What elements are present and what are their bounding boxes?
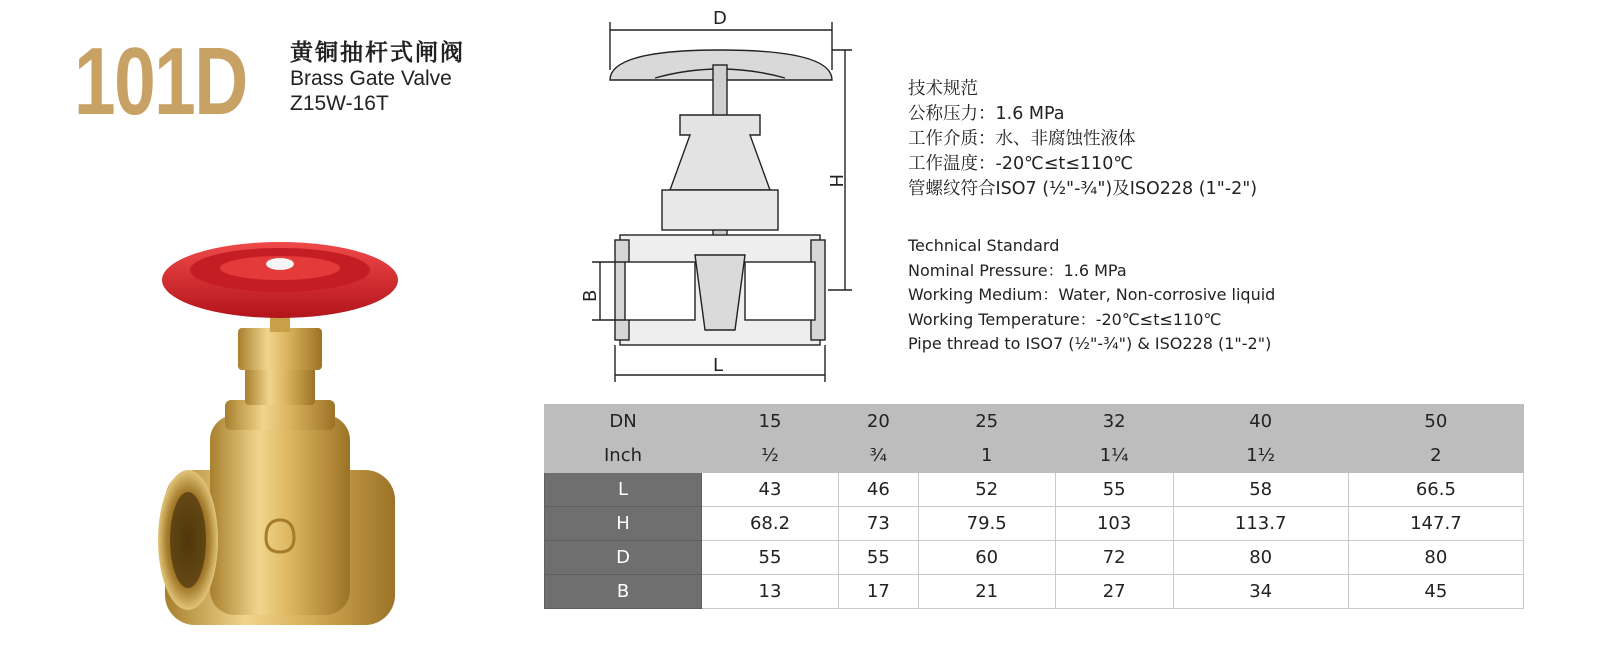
table-cell: 27	[1055, 575, 1173, 609]
table-cell: 21	[918, 575, 1055, 609]
table-cell: 68.2	[702, 507, 839, 541]
table-cell: 55	[1055, 473, 1173, 507]
technical-drawing	[570, 0, 870, 390]
row-label-dn: DN	[545, 405, 702, 439]
table-cell: 72	[1055, 541, 1173, 575]
specs-chinese	[908, 77, 1257, 202]
table-row-b	[545, 575, 1524, 609]
table-cell: 80	[1348, 541, 1523, 575]
spec-en-pressure: Nominal Pressure：1.6 MPa	[908, 260, 1127, 280]
table-cell: 45	[1348, 575, 1523, 609]
table-cell: 17	[838, 575, 918, 609]
title-english: Brass Gate Valve	[290, 67, 452, 91]
header-cell: 20	[838, 405, 918, 439]
table-cell: 80	[1173, 541, 1348, 575]
table-cell: 73	[838, 507, 918, 541]
table-row-h	[545, 507, 1524, 541]
table-cell: 46	[838, 473, 918, 507]
model-number: 101D	[74, 28, 247, 135]
dim-label-d: D	[713, 8, 727, 29]
product-title-block	[290, 40, 465, 117]
table-header-row-inch	[545, 439, 1524, 473]
table-cell: 55	[838, 541, 918, 575]
table-cell: 52	[918, 473, 1055, 507]
header-cell: 40	[1173, 405, 1348, 439]
dim-label-b: B	[580, 289, 601, 302]
table-cell: 58	[1173, 473, 1348, 507]
header-cell: 15	[702, 405, 839, 439]
table-cell: 60	[918, 541, 1055, 575]
spec-en-thread: Pipe thread to ISO7 (½"-¾") & ISO228 (1"-2")	[908, 334, 1272, 353]
row-label-h: H	[545, 507, 702, 541]
header-cell: 1	[918, 439, 1055, 473]
table-cell: 113.7	[1173, 507, 1348, 541]
dim-label-h: H	[825, 174, 846, 188]
header-cell: 2	[1348, 439, 1523, 473]
header-cell: ¾	[838, 439, 918, 473]
header-cell: 50	[1348, 405, 1523, 439]
spec-cn-heading: 技术规范	[908, 79, 978, 99]
product-code: Z15W-16T	[290, 91, 389, 115]
table-cell: 43	[702, 473, 839, 507]
spec-cn-pressure: 公称压力：1.6 MPa	[908, 104, 1065, 124]
row-label-b: B	[545, 575, 702, 609]
table-cell: 55	[702, 541, 839, 575]
spec-en-heading: Technical Standard	[908, 236, 1060, 255]
header-cell: 25	[918, 405, 1055, 439]
table-header-row-dn	[545, 405, 1524, 439]
table-row-l	[545, 473, 1524, 507]
spec-cn-medium: 工作介质：水、非腐蚀性液体	[908, 129, 1136, 149]
valve-photo	[150, 220, 410, 650]
header-cell: 1½	[1173, 439, 1348, 473]
spec-cn-temperature: 工作温度：-20℃≤t≤110℃	[908, 154, 1133, 174]
spec-en-temperature: Working Temperature：-20℃≤t≤110℃	[908, 309, 1222, 329]
table-cell: 13	[702, 575, 839, 609]
row-label-inch: Inch	[545, 439, 702, 473]
dimension-table	[544, 404, 1524, 609]
table-cell: 103	[1055, 507, 1173, 541]
spec-cn-thread: 管螺纹符合ISO7 (½"-¾")及ISO228 (1"-2")	[908, 179, 1258, 199]
specs-english	[908, 234, 1275, 357]
title-chinese: 黄铜抽杆式闸阀	[290, 40, 465, 66]
header-cell: 1¼	[1055, 439, 1173, 473]
header-cell: 32	[1055, 405, 1173, 439]
spec-en-medium: Working Medium：Water, Non-corrosive liquid	[908, 285, 1276, 304]
table-cell: 147.7	[1348, 507, 1523, 541]
dim-label-l: L	[713, 355, 724, 376]
table-row-d	[545, 541, 1524, 575]
table-cell: 34	[1173, 575, 1348, 609]
table-cell: 79.5	[918, 507, 1055, 541]
table-cell: 66.5	[1348, 473, 1523, 507]
row-label-l: L	[545, 473, 702, 507]
row-label-d: D	[545, 541, 702, 575]
header-cell: ½	[702, 439, 839, 473]
